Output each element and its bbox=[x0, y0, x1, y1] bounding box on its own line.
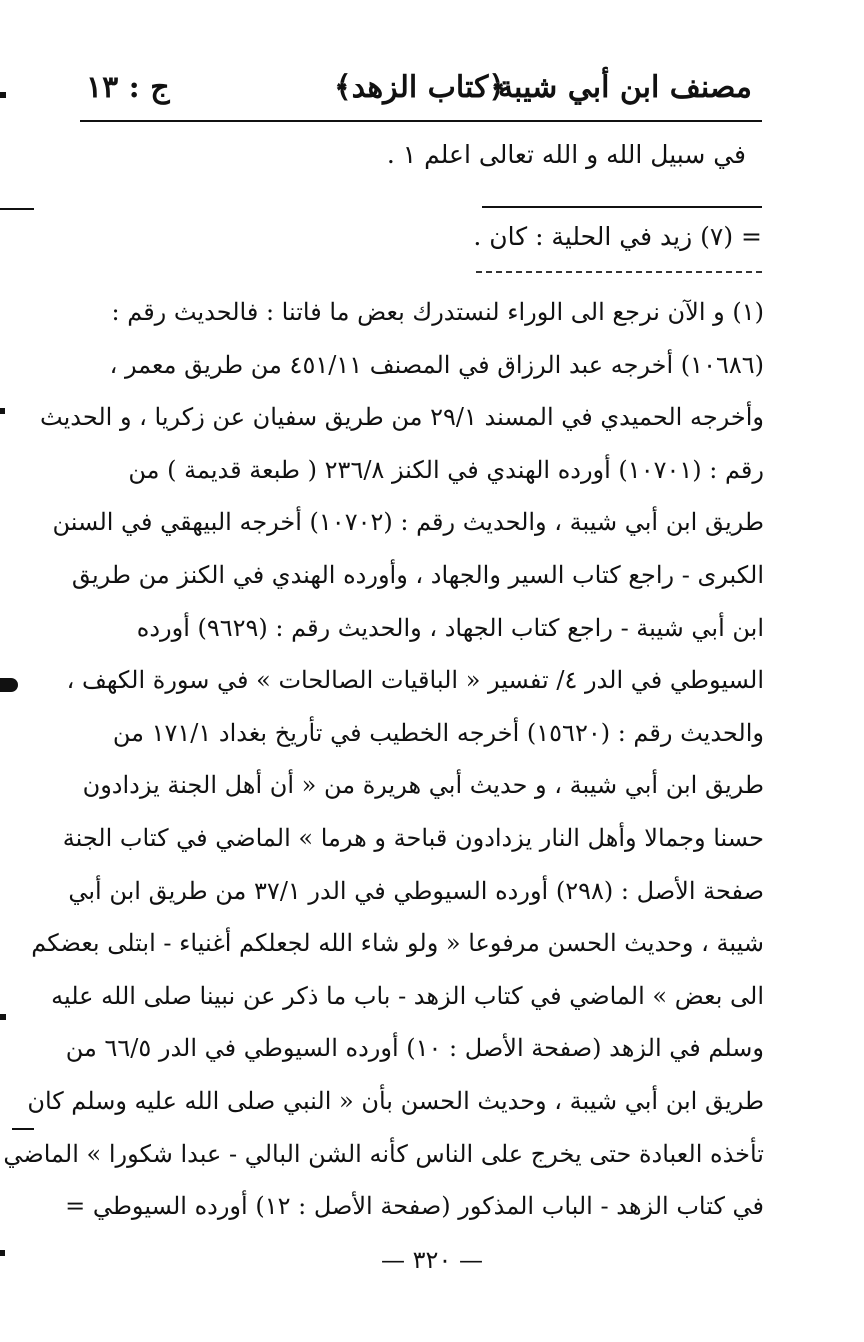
page-number: — ٣٢٠ — bbox=[381, 1246, 483, 1274]
footnote-line: في كتاب الزهد - الباب المذكور (صفحة الأصل : ١٢) أورده السيوطي = bbox=[65, 1192, 764, 1221]
footnote-line: تأخذه العبادة حتى يخرج على الناس كأنه الشن البالي - عبدا شكورا » الماضي bbox=[3, 1139, 764, 1168]
footnote-line: ابن أبي شيبة - راجع كتاب الجهاد ، والحديث رقم : (٩٦٢٩) أورده bbox=[136, 613, 764, 642]
footnote-line: طريق ابن أبي شيبة ، وحديث الحسن بأن « النبي صلى الله عليه وسلم كان bbox=[27, 1086, 764, 1115]
footnote-line: حسنا وجمالا وأهل النار يزدادون قباحة و هرما » الماضي في كتاب الجنة bbox=[62, 823, 764, 852]
footnote-line: صفحة الأصل : (٢٩٨) أورده السيوطي في الدر ٣٧/١ من طريق ابن أبي bbox=[68, 876, 764, 905]
separator-rule bbox=[482, 206, 762, 208]
footnote-line: طريق ابن أبي شيبة ، والحديث رقم : (١٠٧٠٢) أخرجه البيهقي في السنن bbox=[52, 508, 764, 537]
book-title: مصنف ابن أبي شيبة bbox=[497, 70, 752, 105]
footnote-line: (١) و الآن نرجع الى الوراء لنستدرك بعض ما فاتنا : فالحديث رقم : bbox=[111, 298, 764, 326]
header-rule bbox=[80, 120, 762, 122]
dashed-separator bbox=[476, 271, 762, 273]
footnote-line: والحديث رقم : (١٥٦٢٠) أخرجه الخطيب في تأريخ بغداد ١٧١/١ من bbox=[112, 718, 764, 747]
scan-mark bbox=[0, 408, 5, 414]
note-continuation-line: = (٧) زيد في الحلية : كان . bbox=[473, 222, 762, 251]
scan-mark bbox=[0, 208, 34, 210]
scan-mark bbox=[0, 92, 6, 98]
footnote-line: رقم : (١٠٧٠١) أورده الهندي في الكنز ٢٣٦/٨ ( طبعة قديمة ) من bbox=[128, 455, 764, 484]
scan-mark bbox=[0, 1014, 6, 1020]
section-title: ﴿كتاب الزهد﴾ bbox=[334, 70, 506, 105]
footnote-line: السيوطي في الدر ٤/ تفسير « الباقيات الصالحات » في سورة الكهف ، bbox=[66, 666, 764, 695]
footnote-block bbox=[3, 286, 764, 1233]
volume-number: ج : ١٣ bbox=[86, 70, 170, 105]
footnote-line: طريق ابن أبي شيبة ، و حديث أبي هريرة من « أن أهل الجنة يزدادون bbox=[82, 771, 764, 800]
footnote-line: الكبرى - راجع كتاب السير والجهاد ، وأورده الهندي في الكنز من طريق bbox=[71, 560, 764, 589]
footnote-line: شيبة ، وحديث الحسن مرفوعا « ولو شاء الله لجعلكم أغنياء - ابتلى بعضكم bbox=[31, 929, 764, 958]
scan-mark bbox=[0, 678, 18, 692]
scan-mark bbox=[12, 1128, 34, 1130]
footnote-line: الى بعض » الماضي في كتاب الزهد - باب ما ذكر عن نبينا صلى الله عليه bbox=[51, 981, 764, 1010]
main-text-line: في سبيل الله و الله تعالى اعلم ١ . bbox=[386, 140, 746, 169]
footnote-line: وأخرجه الحميدي في المسند ٢٩/١ من طريق سفيان عن زكريا ، و الحديث bbox=[40, 403, 764, 432]
page-header bbox=[80, 62, 760, 118]
footnote-line: وسلم في الزهد (صفحة الأصل : ١٠) أورده السيوطي في الدر ٦٦/٥ من bbox=[65, 1034, 764, 1063]
scan-mark bbox=[0, 1250, 5, 1256]
footnote-line: (١٠٦٨٦) أخرجه عبد الرزاق في المصنف ٤٥١/١١ من طريق معمر ، bbox=[109, 350, 764, 379]
